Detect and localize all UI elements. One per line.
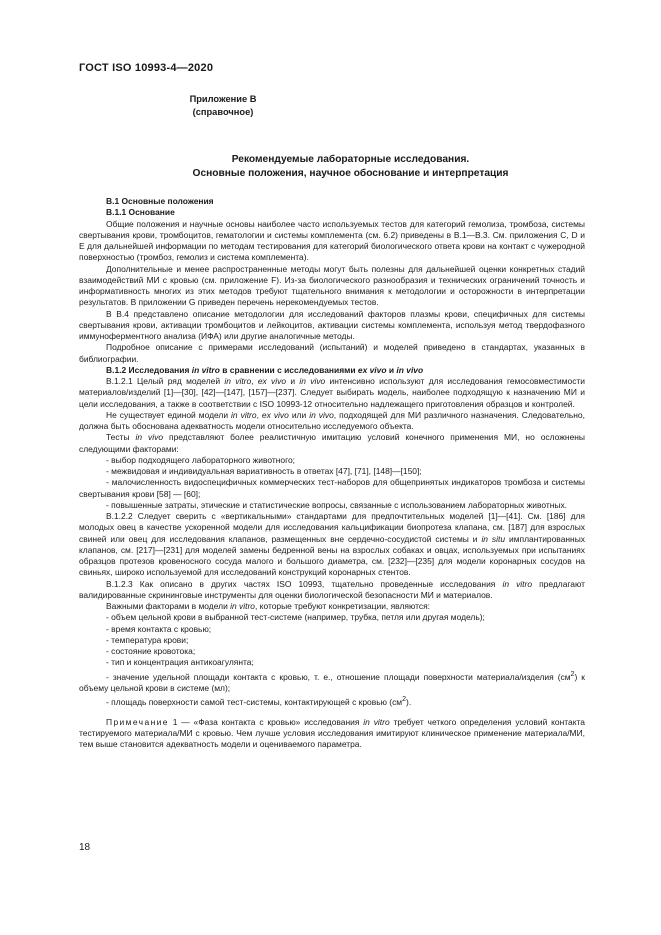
page-number: 18 xyxy=(79,842,91,853)
text: Важными факторами в модели xyxy=(106,601,231,611)
annex-title: Приложение В xyxy=(189,94,257,104)
text: В.1.2.3 Как описано в других частях ISO 10993, тщательно проведенные исследования xyxy=(106,578,503,589)
text: В.1.2.1 Целый ряд моделей xyxy=(106,376,225,386)
term: in vitro xyxy=(502,578,533,589)
list-item xyxy=(79,694,585,708)
heading-text: в сравнении с исследованиями xyxy=(219,364,358,375)
text: Тесты xyxy=(106,432,136,443)
paragraph xyxy=(79,410,585,433)
heading-text: В.1.2 Исследования xyxy=(106,364,192,375)
standard-header: ГОСТ ISO 10993-4—2020 xyxy=(79,62,214,74)
main-title xyxy=(100,153,601,181)
term: in vivo xyxy=(299,376,326,386)
text: - значение удельной площади контакта с кровью, т. е., отношение площади поверхности материала/изделия (см xyxy=(106,671,571,682)
paragraph-b123 xyxy=(79,579,585,602)
term: in situ xyxy=(481,533,506,544)
list-item: - межвидовая и индивидуальная вариативность в ответах [47], [71], [148]—[150]; xyxy=(106,466,422,476)
paragraph xyxy=(79,601,585,612)
text: и xyxy=(286,376,300,386)
text: или xyxy=(288,409,310,420)
term: in vitro xyxy=(224,376,252,386)
heading-term: in vivo xyxy=(396,364,424,375)
list-item: - повышенные затраты, этические и статистические вопросы, связанные с использованием лабораторных животных. xyxy=(106,499,568,510)
text: ). xyxy=(406,696,412,707)
text: , подходящей для МИ различного назначения. Следовательно, должна быть обоснована адекватность модели относительно исследуемого объекта. xyxy=(79,409,585,431)
paragraph-b121 xyxy=(79,376,585,410)
heading-term: ex vivo xyxy=(357,364,387,375)
text: - площадь поверхности самой тест-системы, контактирующей с кровью (см xyxy=(106,696,403,707)
list-item xyxy=(79,669,585,694)
paragraph: Подробное описание с примерами исследований (испытаний) и моделей приведено в стандартах, указанных в библиографии. xyxy=(79,342,585,364)
list-item: - время контакта с кровью; xyxy=(106,623,212,634)
term: in vivo xyxy=(309,409,334,420)
list-item: - тип и концентрация антикоагулянта; xyxy=(106,657,254,668)
annex-heading xyxy=(79,93,582,119)
text: требует четкого определения условий контакта тестируемого материала/МИ с кровью. Чем лучше условия исследования имитируют клиническое применение материала/МИ, тем выше становится адекватность модели и оцениваемого параметра. xyxy=(79,716,585,750)
text: интенсивно используют для исследования гемосовместимости материалов/изделий [1]—[30], [42]—[147], [157]—[237]. Следует выбирать модель, наиболее подходящую к назначению МИ и цели исследования, а также в соответствии с ISO 10993-12 относительно надлежащего приготовления образцов и контролей. xyxy=(79,376,585,409)
paragraph: Дополнительные и менее распространенные методы могут быть полезны для дальнейшей оценки конкретных стадий взаимодействий МИ с кровью (см. приложение F). Из-за биологического разнообразия и технических ограничений точность и информативность многих из этих методов требуют тщательного внимания к методологии и осторожности в интерпретации результатов. В приложении G приведен перечень нерекомендуемых тестов. xyxy=(79,263,585,308)
paragraph xyxy=(79,432,585,455)
list-item: - температура крови; xyxy=(106,634,189,645)
paragraph-b122 xyxy=(79,511,585,579)
document-body xyxy=(79,196,585,751)
list-item: - объем цельной крови в выбранной тест-системе (например, трубка, петля или другая модель); xyxy=(106,612,485,623)
term: in vitro xyxy=(363,716,390,727)
text: предлагают валидированные скрининговые инструменты для оценки биологической безопасности МИ и материалов. xyxy=(79,578,585,600)
list-item: - выбор подходящего лабораторного животного; xyxy=(106,454,296,465)
section-heading-b1: В.1 Основные положения xyxy=(106,196,214,206)
title-line-2: Основные положения, научное обоснование и интерпретация xyxy=(192,168,509,179)
term: ex vivo xyxy=(257,376,287,386)
text: Не существует единой модели xyxy=(106,409,232,420)
term: in vitro xyxy=(230,601,255,611)
section-heading-b11: В.1.1 Основание xyxy=(106,207,175,218)
text: 1 — «Фаза контакта с кровью» исследования xyxy=(168,716,364,727)
note xyxy=(79,717,585,751)
text: представляют более реалистичную имитацию условий конечного применения МИ, но осложнены следующими факторами: xyxy=(79,432,585,454)
text: , которые требуют конкретизации, являются: xyxy=(254,601,431,611)
list-item: - состояние кровотока; xyxy=(106,646,196,656)
paragraph: Общие положения и научные основы наиболее часто используемых тестов для категорий гемолиза, тромбоза, системы свертывания крови, тромбоцитов, гематологии и системы комплемента (см. 6.2) приведены в В.1—В.3. См. приложения С, D и Е для дальнейшей информации по методам тестирования для категорий биологического ответа крови на контакт с чужеродной поверхностью (тромбоз, гемолиз и система комплемента). xyxy=(79,218,585,263)
term: ex vivo xyxy=(261,409,289,420)
superscript: 2 xyxy=(402,695,407,703)
heading-term: in vitro xyxy=(191,364,220,375)
superscript: 2 xyxy=(570,670,575,678)
text: имплантированных клапанов, см. [217]—[231] для моделей замены бедренной вены на взрослых собаках и овцах, используемых при испытаниях образцов протезов кровеносного сосуда малого и большого диаметра, см. [232]—[235] для модели коронарных сосудов на свиньях, широко используемой для исследований конструкций коронарных стентов. xyxy=(79,533,585,578)
term: in vitro xyxy=(231,409,257,420)
text: , xyxy=(256,409,262,420)
text: В.1.2.2 Следует сверить с «вертикальными» стандартами для предпочтительных моделей [1]—[41]. См. [186] для молодых овец в качестве ускоренной модели для исследования кальцификации биопротеза клапана, см. [187] для взрослых свиней или овец для исследования клапанов, размещенных вне сердечно-сосудистой системы и xyxy=(79,511,585,544)
annex-type: (справочное) xyxy=(192,107,254,117)
note-label: Примечание xyxy=(106,716,169,727)
term: in vivo xyxy=(135,432,164,443)
text: , xyxy=(251,376,258,386)
list-item: - малочисленность видоспецифичных коммерческих тест-наборов для общепринятых индикаторов тромбоза и системы свертывания крови [58] — [60]; xyxy=(79,477,585,499)
section-heading-b12 xyxy=(79,365,585,376)
title-line-1: Рекомендуемые лабораторные исследования. xyxy=(231,154,470,165)
text: ) к объему цельной крови в системе (мл); xyxy=(79,671,585,693)
heading-text: и xyxy=(386,364,397,375)
paragraph: В В.4 представлено описание методологии для исследований факторов плазмы крови, специфичных для системы свертывания крови, активации тромбоцитов и лейкоцитов, активации системы комплемента, используя метод твердофазного иммуноферментного анализа (ИФА) или другие аналогичные методы. xyxy=(79,308,585,341)
